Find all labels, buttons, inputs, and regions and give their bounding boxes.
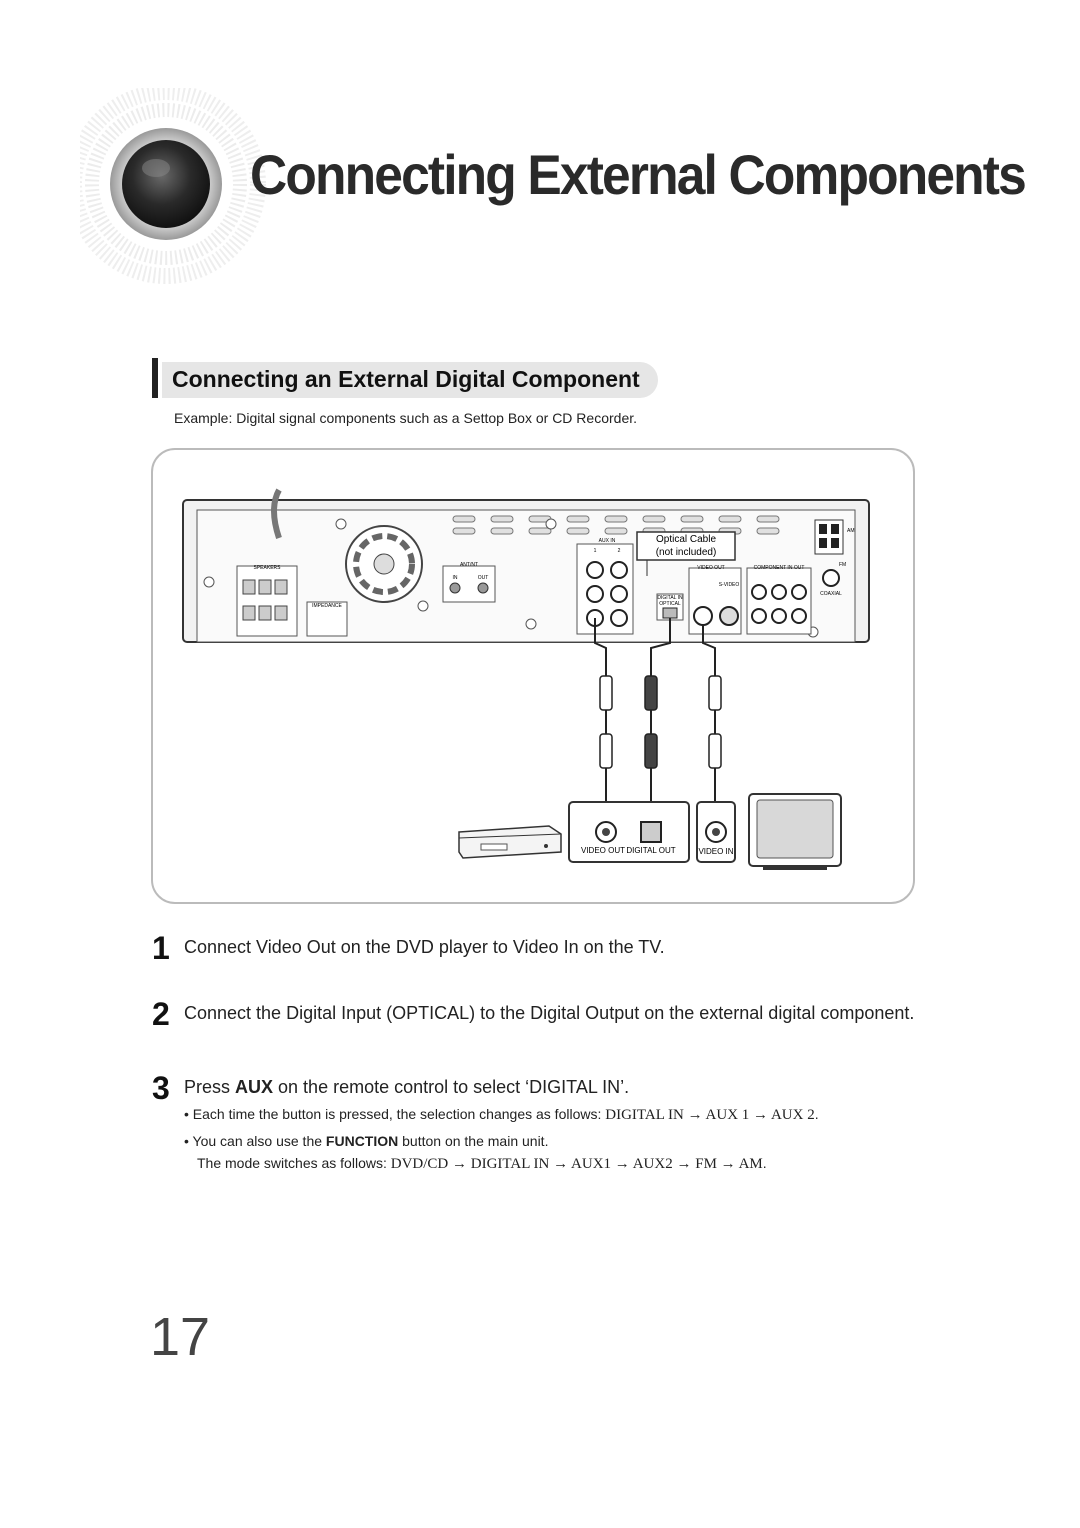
mode-sequence-line [197, 1155, 767, 1173]
bullet-3-end: . [762, 1155, 767, 1171]
tv-video-in-label: VIDEO IN [698, 847, 734, 856]
step-2-number: 2 [152, 996, 170, 1032]
page-title: Connecting External Components [250, 143, 1025, 206]
main-unit-rear-panel [183, 490, 869, 642]
bullet-2-text-post: button on the main unit. [398, 1133, 549, 1149]
am-label: AM [847, 528, 855, 534]
step-3-text [184, 1077, 629, 1098]
video-cable-unit-to-device [595, 618, 606, 824]
section-title: Connecting an External Digital Component [172, 366, 640, 392]
speaker-logo [80, 88, 270, 288]
bullet-2-text: You can also use the [192, 1133, 326, 1149]
aux-in-1-label: 1 [593, 548, 597, 554]
aux-button-name: AUX [235, 1077, 274, 1097]
aux-in-2-label: 2 [617, 548, 621, 554]
bullet-1-text: Each time the button is pressed, the selection changes as follows: [192, 1106, 606, 1122]
svideo-label: S-VIDEO [718, 582, 740, 588]
step-2-text: Connect the Digital Input (OPTICAL) to the Digital Output on the external digital component. [184, 1003, 915, 1023]
example-text: Example: Digital signal components such as a Settop Box or CD Recorder. [174, 410, 638, 426]
aux-in-label: AUX IN [598, 538, 616, 544]
step-1-text: Connect Video Out on the DVD player to Video In on the TV. [184, 937, 665, 957]
device-digital-out-label: DIGITAL OUT [626, 846, 676, 855]
antenna-label: ANT/NT [459, 562, 479, 568]
function-button-name: FUNCTION [325, 1133, 399, 1149]
bullet-1-end: . [814, 1106, 819, 1122]
optical-cable-note: (not included) [655, 547, 717, 558]
bullet-1-sequence: DIGITAL IN → AUX 1 → AUX 2 [605, 1107, 815, 1123]
device-video-out-label: VIDEO OUT [580, 846, 626, 855]
bullet-selection-changes: • Each time the button is pressed, the selection changes as follows: DIGITAL IN → AUX 1 → AUX 2. [184, 1106, 819, 1123]
digital-in-label: DIGITAL IN [657, 595, 683, 601]
coaxial-label: COAXIAL [820, 591, 842, 597]
step-3-number: 3 [152, 1070, 170, 1106]
fm-label: FM [839, 562, 847, 568]
tv-icon [749, 794, 841, 870]
bullet-3-sequence: DVD/CD → DIGITAL IN → AUX1 → AUX2 → FM → AM [390, 1156, 763, 1172]
component-out-label: COMPONENT IN OUT [753, 565, 805, 571]
optical-cable-label: Optical Cable [655, 534, 717, 545]
video-cable-unit-to-tv [703, 625, 715, 824]
antenna-out-label: OUT [477, 575, 489, 581]
impedance-label: IMPEDANCE [312, 603, 342, 609]
set-top-box-icon [459, 826, 561, 858]
panel-video-out-label: VIDEO OUT [697, 565, 725, 571]
optical-label: OPTICAL [659, 601, 681, 607]
step-3-text-pre: Press [184, 1077, 236, 1097]
connection-diagram [151, 448, 915, 904]
optical-cable [651, 618, 670, 824]
bullet-function-button: • You can also use the FUNCTION button on the main unit. [184, 1133, 549, 1149]
step-3-text-post: on the remote control to select ‘DIGITAL IN’. [273, 1077, 630, 1097]
speakers-label: SPEAKERS [253, 565, 281, 571]
section-marker [152, 358, 158, 398]
antenna-in-label: IN [452, 575, 458, 581]
page-number: 17 [150, 1307, 211, 1367]
bullet-3-text: The mode switches as follows: [197, 1155, 391, 1171]
step-1-number: 1 [152, 930, 170, 966]
